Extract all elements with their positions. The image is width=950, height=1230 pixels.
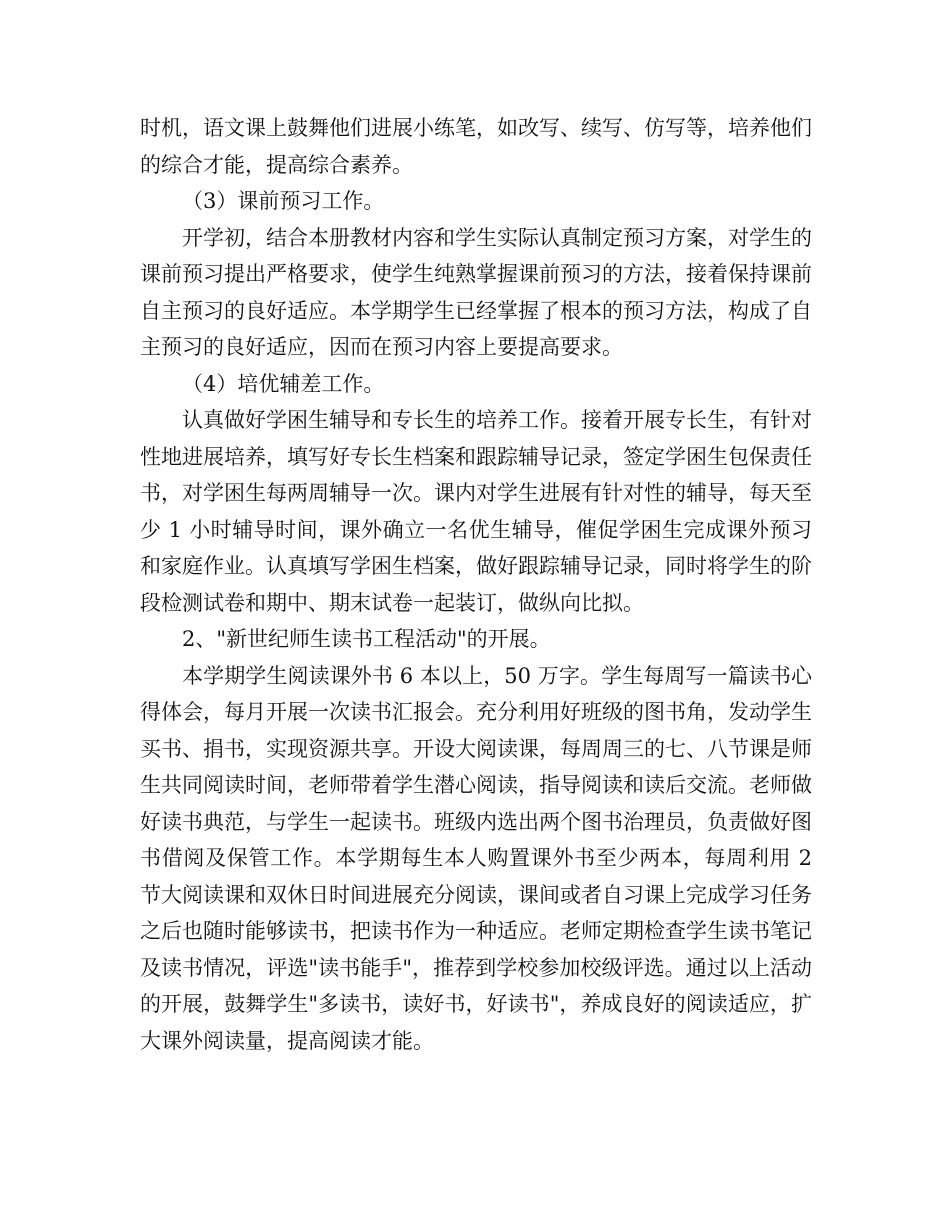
paragraph-tutoring-work: 认真做好学困生辅导和专长生的培养工作。接着开展专长生，有针对性地进展培养，填写好专长生档案和跟踪辅导记录，签定学困生包保责任书，对学困生每两周辅导一次。课内对学生进展有针对性的辅导，每天至少 1 小时辅导时间，课外确立一名优生辅导，催促学困生完成课外预习和家庭作业。认真填写学困生档案，做好跟踪辅导记录，同时将学生的阶段检测试卷和期中、期末试卷一起装订，做纵向比拟。	[140, 408, 812, 615]
section-heading-reading-project: 2、"新世纪师生读书工程活动"的开展。	[182, 627, 551, 651]
paragraph-reading-project: 本学期学生阅读课外书 6 本以上，50 万字。学生每周写一篇读书心得体会，每月开展一次读书汇报会。充分利用好班级的图书角，发动学生买书、捐书，实现资源共享。开设大阅读课，每周周三的七、八节课是师生共同阅读时间，老师带着学生潜心阅读，指导阅读和读后交流。老师做好读书典范，与学生一起读书。班级内选出两个图书治理员，负责做好图书借阅及保管工作。本学期每生本人购置课外书至少两本，每周利用 2 节大阅读课和双休日时间进展充分阅读，课间或者自习课上完成学习任务之后也随时能够读书，把读书作为一种适应。老师定期检查学生读书笔记及读书情况，评选"读书能手"，推荐到学校参加校级评选。通过以上活动的开展，鼓舞学生"多读书，读好书，好读书"，养成良好的阅读适应，扩大课外阅读量，提高阅读才能。	[140, 663, 812, 1053]
paragraph-preview-work: 开学初，结合本册教材内容和学生实际认真制定预习方案，对学生的课前预习提出严格要求，使学生纯熟掌握课前预习的方法，接着保持课前自主预习的良好适应。本学期学生已经掌握了根本的预习方法，构成了自主预习的良好适应，因而在预习内容上要提高要求。	[140, 225, 812, 359]
document-body	[140, 110, 812, 1059]
section-heading-preview: （3）课前预习工作。	[182, 189, 385, 213]
paragraph-continuation: 时机，语文课上鼓舞他们进展小练笔，如改写、续写、仿写等，培养他们的综合才能，提高综合素养。	[140, 116, 812, 177]
section-heading-tutoring: （4）培优辅差工作。	[182, 371, 385, 396]
